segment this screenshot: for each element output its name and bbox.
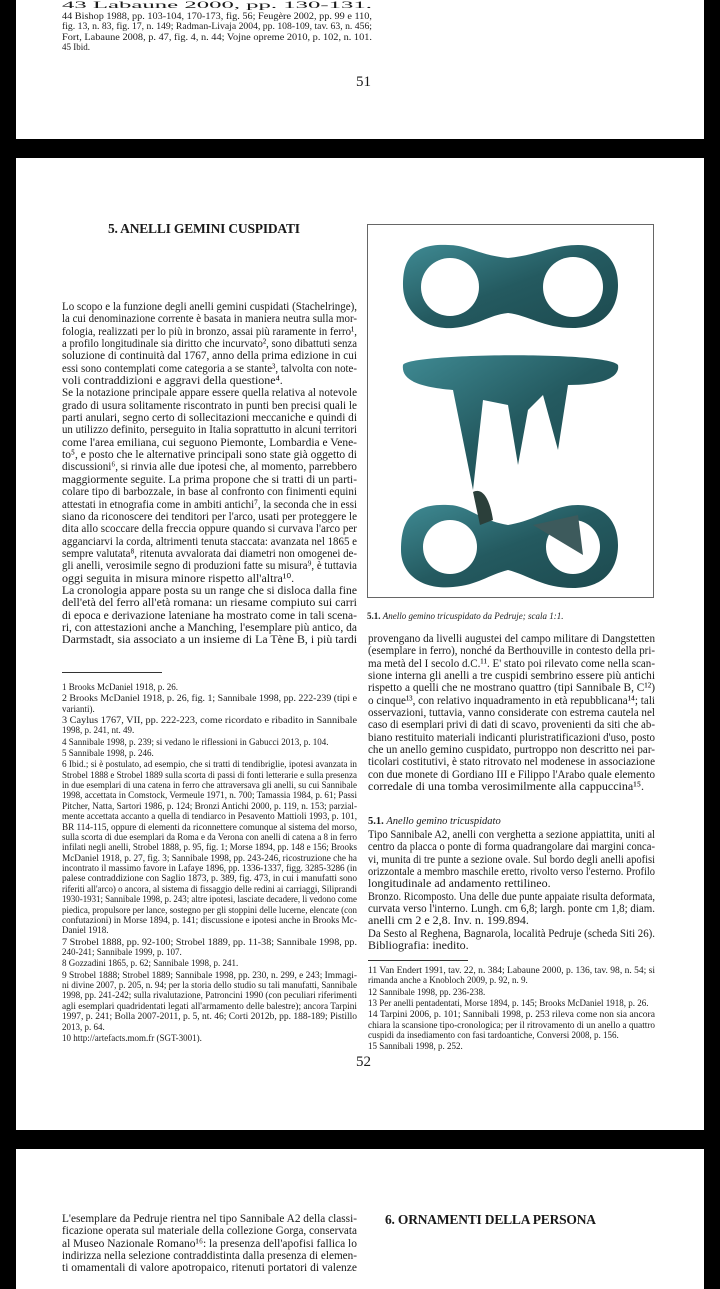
- line-text: 5 Sannibale 1998, p. 246.: [62, 748, 154, 758]
- text-line: [368, 987, 655, 997]
- ring-bottom-view: [401, 491, 618, 588]
- line-text: la cui denominazione corrente è basata in maniera neutra sulla mor-: [62, 312, 357, 324]
- line-text: ri, con attestazioni anche a Manching, l'esemplare più antico, da: [62, 621, 357, 633]
- line-text: ficazione operata sul materiale della collezione Gorga, conservata: [62, 1224, 357, 1236]
- text-line: [62, 905, 357, 915]
- line-text: L'esemplare da Pedruje rientra nel tipo Sannibale A2 della classi-: [62, 1212, 357, 1224]
- text-line: [62, 693, 357, 703]
- line-text: vi, munita di tre punte a sezione ovale. Sul bordo degli anelli apofisi: [368, 853, 655, 865]
- line-text: soluzione di continuità dal 1767, anno della prima edizione in cui: [62, 349, 357, 361]
- line-text: siano da riconoscere dei tenditori per l'arco, usati per proteggere le: [62, 510, 357, 522]
- line-text: 6 Ibid.; si è postulato, ad esempio, che si tratti di tendibriglie, ipotesi avanzata in: [62, 759, 357, 769]
- line-text: piedica, propulsore per lance, sostegno per gli stoppini delle lucerne, elencate (con: [62, 905, 357, 915]
- line-text: colare tipo di barbozzale, in base al confronto con finimenti equini: [62, 485, 357, 497]
- line-text: palese contraddizione con Saglio 1873, p. 389, fig. 473, in cui i manufatti sono: [62, 873, 357, 883]
- line-text: 43 Labaune 2000, pp. 130-131.: [62, 0, 372, 10]
- line-text: biano restituito materiali indicanti pluristratificazioni d'uso, posto: [368, 731, 655, 743]
- text-line: [62, 633, 357, 645]
- text-line: [62, 990, 357, 1000]
- line-text: a profilo longitudinale sia diritto che incurvato², sono dibattuti senza: [62, 337, 357, 349]
- spacer: [62, 52, 372, 53]
- line-text: sempre valutata⁸, ritenuta avvalorata dai diametri non omogenei de-: [62, 547, 357, 559]
- line-text: caso di esemplari privi di dati di scavo, provenienti da siti che ab-: [368, 718, 655, 730]
- footnote-separator: [368, 960, 468, 961]
- text-line: [62, 980, 357, 990]
- left-column-body: [62, 1212, 357, 1274]
- line-text: orizzontale a membro maschile eretto, rivolto verso l'esterno. Profilo: [368, 865, 655, 877]
- line-text: McDaniel 1918, p. 27, fig. 3; Sannibale 1998, pp. 243-246, ricostruzione che ha: [62, 853, 357, 863]
- text-line: [368, 1030, 655, 1040]
- line-text: cuspidi da insediamento con fasi tardoantiche, Conversi 2008, p. 156.: [368, 1030, 619, 1040]
- line-text: 8 Gozzadini 1865, p. 62; Sannibale 1998, p. 241.: [62, 958, 238, 968]
- line-text: come l'area emiliana, cui seguono Piemonte, Lombardia e Vene-: [62, 436, 357, 448]
- line-text: ticolari costitutivi, è stato ritrovato nel modenese in associazione: [368, 755, 655, 767]
- text-line: [62, 1001, 357, 1011]
- line-text: indirizza nella selezione contraddistinta dalla presenza di elemen-: [62, 1249, 357, 1261]
- text-line: [62, 894, 357, 904]
- text-line: [62, 0, 372, 10]
- line-text: BR 114-115, oppure di elementi da riconnettere comunque al sistema del morso,: [62, 822, 357, 832]
- text-line: [62, 21, 372, 31]
- ring-side-view: [403, 355, 618, 490]
- left-column-body: [62, 300, 357, 646]
- line-text: osservazioni, tuttavia, vanno considerate con estrema cautela nel: [368, 706, 655, 718]
- line-text: 1 Brooks McDaniel 1918, p. 26.: [62, 682, 178, 692]
- line-text: 1998, p. 241, nt. 49.: [62, 725, 134, 735]
- text-line: [62, 915, 357, 925]
- text-line: [62, 873, 357, 883]
- text-line: [62, 770, 357, 780]
- text-line: [62, 970, 357, 980]
- line-text: 1998, accettata in Comstock, Vermeule 1971, n. 700; Tamassia 1984, p. 61; Passi: [62, 790, 357, 800]
- text-line: [62, 1033, 357, 1043]
- text-line: [62, 832, 357, 842]
- text-line: [62, 11, 372, 21]
- page-number: 52: [356, 1054, 371, 1071]
- text-line: [62, 925, 357, 935]
- line-text: 1998, pp. 241-242; sulla rivalutazione, Patroncini 1990 (con peculiari riferimenti: [62, 990, 357, 1000]
- line-text: varianti).: [62, 704, 95, 714]
- line-text: Strobel 1888 e Strobel 1889 sulla scorta di passi di fonti letterarie e sulla presenza: [62, 770, 357, 780]
- line-text: anelli cm 2 e 2,8. Inv. n. 199.894.: [368, 914, 529, 926]
- line-text: Bibliografia: inedito.: [368, 939, 469, 951]
- line-text: 15 Sannibali 1998, p. 252.: [368, 1041, 463, 1051]
- left-footnotes: [62, 682, 357, 1044]
- line-text: rimanda anche a Knobloch 2009, p. 92, n. 9.: [368, 975, 528, 985]
- text-line: [62, 822, 357, 832]
- line-text: confutazioni) in Morse 1894, p. 141; discussione e ipotesi anche in Brooks Mc-: [62, 915, 357, 925]
- line-text: 12 Sannibale 1998, pp. 236-238.: [368, 987, 485, 997]
- text-line: [62, 725, 357, 735]
- text-line: [368, 965, 655, 975]
- ring-photos: [368, 225, 653, 597]
- line-text: Pitcher, Natta, Sartori 1986, p. 124; Bronzi Antichi 2000, p. 119, n. 153; parzial-: [62, 801, 357, 811]
- figure-bronze-ring: [367, 224, 654, 598]
- line-text: dita allo scoccare della freccia oppure quando si curvava l'arco per: [62, 522, 357, 534]
- text-line: [368, 1009, 655, 1019]
- text-line: [368, 975, 655, 985]
- line-text: longitudinale ad andamento rettilineo.: [368, 877, 551, 889]
- line-text: 3 Caylus 1767, VII, pp. 222-223, come ricordato e ribadito in Sannibale: [62, 715, 357, 725]
- page-51-footnotes: [62, 0, 372, 53]
- text-line: [368, 998, 655, 1008]
- text-line: [62, 853, 357, 863]
- text-line: [62, 790, 357, 800]
- line-text: parti anulari, segno certo di sollecitazioni meccaniche e quindi di: [62, 411, 357, 423]
- line-text: sulla scorta di due esemplari da Roma e da Verona con anelli di catena a 8 in ferro: [62, 832, 357, 842]
- text-line: [62, 842, 357, 852]
- line-text: La cronologia appare posta su un range che si disloca dalla fine: [62, 584, 357, 596]
- text-line: [62, 884, 357, 894]
- line-text: ti omamentali di valore apotropaico, ritenuti portatori di valenze: [62, 1261, 357, 1273]
- text-line: [368, 939, 655, 951]
- line-text: 45 Ibid.: [62, 42, 90, 52]
- line-text: 13 Per anelli pentadentati, Morse 1894, p. 145; Brooks McDaniel 1918, p. 26.: [368, 998, 648, 1008]
- text-line: [62, 737, 357, 747]
- spacer: [368, 1052, 655, 1053]
- line-text: discussioni⁶, si rinvia alle due ipotesi che, al momento, parrebbero: [62, 460, 357, 472]
- line-text: 14 Tarpini 2006, p. 101; Sannibali 1998, p. 253 rileva come non sia ancora: [368, 1009, 655, 1019]
- line-text: in due esemplari di una catena in ferro che attraversava gli anelli, su cui Sannibale: [62, 780, 357, 790]
- line-text: attestati in etnografia come in ambiti antichi⁷, la seconda che in essi: [62, 498, 357, 510]
- footnote-separator: [62, 672, 162, 673]
- line-text: oggi seguita in misura minore rispetto all'altra¹⁰.: [62, 572, 294, 584]
- line-text: fig. 13, n. 83, fig. 17, n. 149; Radman-Livaja 2004, pp. 108-109, tav. 63, n. 456;: [62, 21, 372, 31]
- line-text: gli anelli, verosimile segno di produzioni fatte su misura⁹, è tuttavia: [62, 559, 357, 571]
- text-line: [62, 42, 372, 52]
- section-title: 5. ANELLI GEMINI CUSPIDATI: [108, 221, 300, 237]
- line-text: 10 http://artefacts.mom.fr (SGT-3001).: [62, 1033, 202, 1043]
- line-text: ma metà del I secolo d.C.¹¹. E' stato poi rilevato come nella scan-: [368, 657, 655, 669]
- line-text: corredale di una tomba verosimilmente alla cappuccina¹⁵.: [368, 780, 644, 792]
- text-line: [62, 682, 357, 692]
- text-line: [62, 715, 357, 725]
- line-text: grado di usura solitamente riscontrato in punti ben precisi quali le: [62, 399, 357, 411]
- text-line: [62, 947, 357, 957]
- catalog-heading-number: 5.1.: [368, 816, 384, 827]
- line-text: con due monete di Gordiano III e Filippo l'Arabo quale elemento: [368, 768, 655, 780]
- line-text: Darmstadt, sia associato a un insieme di La Tène B, i più tardi: [62, 633, 357, 645]
- line-text: essi sono contemplati come categoria a se stante³, talvolta con note-: [62, 362, 357, 374]
- line-text: di epoca e derivazione lateniane ha mostrato come in tali scena-: [62, 609, 357, 621]
- line-text: curvata verso l'interno. Lungh. cm 6,8; largh. ponte cm 1,8; diam.: [368, 902, 655, 914]
- line-text: incontrato il massimo favore in Lafaye 1896, pp. 1336-1337, figg. 3285-3286 (in: [62, 863, 357, 873]
- line-text: Tipo Sannibale A2, anelli con verghetta a sezione appiattita, uniti al: [368, 828, 655, 840]
- text-line: [62, 759, 357, 769]
- catalog-entry: [368, 828, 655, 951]
- catalog-heading: [368, 816, 501, 827]
- line-text: agganciarvi la corda, altrimenti tenuta staccata: avanzata nel 1865 e: [62, 535, 357, 547]
- caption-text: Anello gemino tricuspidato da Pedruje; scala 1:1.: [383, 611, 564, 621]
- text-line: [62, 1011, 357, 1021]
- line-text: Daniel 1918.: [62, 925, 109, 935]
- line-text: dell'età del ferro all'età romana: un riesame compiuto sui carri: [62, 596, 357, 608]
- line-text: centro da placca o ponte di forma quadrangolare dai margini conca-: [368, 840, 655, 852]
- line-text: rispetto a quelli che ne mostrano quattro (tipi Sannibale B, C¹²): [368, 681, 655, 693]
- line-text: riferiti all'arco) o ancora, al sistema di fissaggio delle redini ai carriaggi, Siliprandi: [62, 884, 357, 894]
- line-text: Fort, Labaune 2008, p. 47, fig. 4, n. 44; Vojne opreme 2010, p. 102, n. 101.: [62, 32, 372, 42]
- line-text: 44 Bishop 1988, pp. 103-104, 170-173, fig. 56; Feugère 2002, pp. 99 e 110,: [62, 11, 372, 21]
- page-number: 51: [356, 74, 371, 91]
- right-column-body: [368, 632, 655, 792]
- line-text: agli esemplari quadridentati legati all'armamento delle balestre); ancora Tarpini: [62, 1001, 357, 1011]
- figure-caption: [367, 611, 563, 621]
- text-line: [368, 780, 655, 792]
- line-text: 7 Strobel 1888, pp. 92-100; Strobel 1889, pp. 11-38; Sannibale 1998, pp.: [62, 937, 357, 947]
- text-line: [62, 801, 357, 811]
- page-51: [16, 0, 704, 139]
- line-text: chiara la scansione tipo-cronologica; per il ritrovamento di un anello a quattro: [368, 1020, 655, 1030]
- page-52: [16, 158, 704, 1130]
- line-text: un utilizzo definito, perseguito in Italia soprattutto in alcuni territori: [62, 423, 357, 435]
- line-text: Se la notazione principale appare essere quella relativa al notevole: [62, 386, 357, 398]
- line-text: to⁵, e posto che le alternative principali sono state già oggetto di: [62, 448, 357, 460]
- line-text: o cinque¹³, con relativo inquadramento in età repubblicana¹⁴; tali: [368, 694, 655, 706]
- line-text: 2013, p. 64.: [62, 1022, 105, 1032]
- line-text: mente accettata accanto a quella di tendiarco in Pesavento Mattioli 1993, p. 101,: [62, 811, 357, 821]
- text-line: [62, 32, 372, 42]
- page-53: [16, 1149, 704, 1289]
- line-text: al Museo Nazionale Romano¹⁶: la presenza dell'apofisi fallica lo: [62, 1237, 357, 1249]
- line-text: 9 Strobel 1888; Strobel 1889; Sannibale 1998, pp. 230, n. 299, e 243; Immagi-: [62, 970, 357, 980]
- text-line: [62, 1261, 357, 1273]
- line-text: ni divine 2007, p. 205, n. 94; per la storia dello studio su tali manufatti, Sannibale: [62, 980, 357, 990]
- text-line: [62, 958, 357, 968]
- text-line: [62, 704, 357, 714]
- line-text: provengano da livelli augustei del campo militare di Dangstetten: [368, 632, 655, 644]
- line-text: che un anello gemino cuspidato, purtroppo non descritto nei par-: [368, 743, 655, 755]
- text-line: [62, 811, 357, 821]
- caption-number: 5.1.: [367, 611, 381, 621]
- line-text: Lo scopo e la funzione degli anelli gemini cuspidati (Stachelringe),: [62, 300, 357, 312]
- line-text: (esemplare in ferro), nonché da Berthouville in contesto della pri-: [368, 644, 655, 656]
- text-line: [62, 1022, 357, 1032]
- catalog-heading-text: Anello gemino tricuspidato: [386, 816, 500, 827]
- right-footnotes: [368, 965, 655, 1053]
- text-line: [62, 748, 357, 758]
- line-text: Bronzo. Ricomposto. Una delle due punte appaiate risulta deformata,: [368, 890, 655, 902]
- line-text: fologia, realizzati per lo più in bronzo, assai più raramente in ferro¹,: [62, 325, 357, 337]
- section-title: 6. ORNAMENTI DELLA PERSONA: [385, 1212, 596, 1228]
- line-text: 1930-1931; Sannibale 1998, p. 243; altre ipotesi, lasciate decadere, li vedono come: [62, 894, 357, 904]
- text-line: [62, 780, 357, 790]
- text-line: [368, 1020, 655, 1030]
- line-text: 1997, p. 241; Bolla 2007-2011, p. 5, nt. 46; Corti 2012b, pp. 188-189; Pistillo: [62, 1011, 357, 1021]
- text-line: [368, 1041, 655, 1051]
- line-text: Da Sesto al Reghena, Bagnarola, località Pedruje (scheda Siti 26).: [368, 927, 655, 939]
- spacer: [62, 1043, 357, 1044]
- line-text: infilati negli anelli, Strobel 1888, p. 95, fig. 1; Morse 1894, pp. 148 e 156; Brooks: [62, 842, 357, 852]
- line-text: sione interna gli anelli a tre cuspidi sembrino essere più antichi: [368, 669, 655, 681]
- ring-top-view: [403, 245, 618, 328]
- line-text: voli contraddizioni e aggravi della questione⁴.: [62, 374, 283, 386]
- line-text: maggiormente seguite. La prima propone che si tratti di un parti-: [62, 473, 357, 485]
- line-text: 11 Van Endert 1991, tav. 22, n. 384; Labaune 2000, p. 136, tav. 98, n. 54; si: [368, 965, 655, 975]
- line-text: 2 Brooks McDaniel 1918, p. 26, fig. 1; Sannibale 1998, pp. 222-239 (tipi e: [62, 693, 357, 703]
- line-text: 240-241; Sannibale 1999, p. 107.: [62, 947, 182, 957]
- line-text: 4 Sannibale 1998, p. 239; si vedano le riflessioni in Gabucci 2013, p. 104.: [62, 737, 328, 747]
- text-line: [62, 863, 357, 873]
- text-line: [62, 937, 357, 947]
